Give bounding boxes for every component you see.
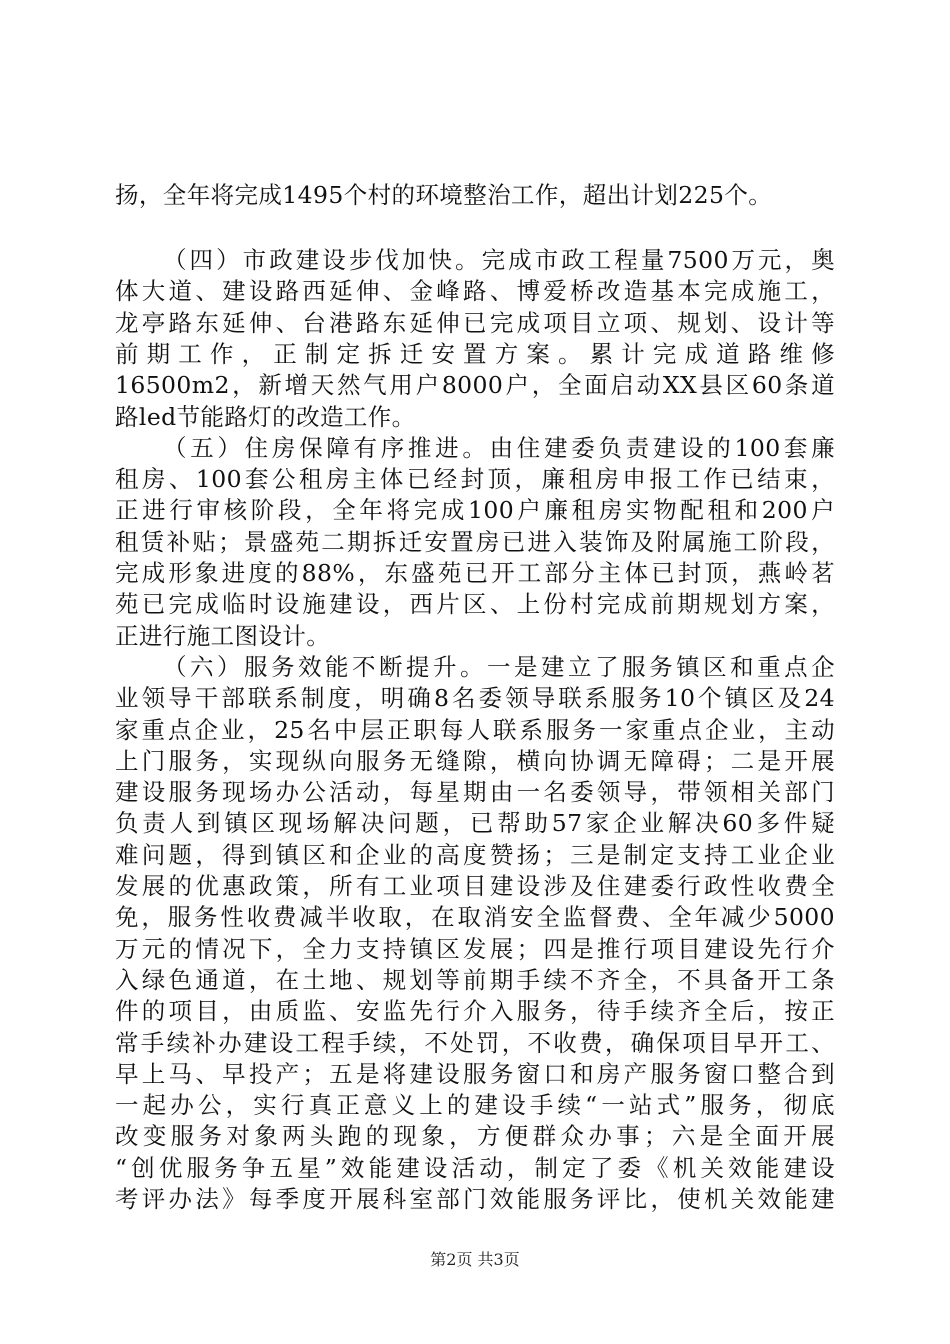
- paragraph-line: 负责人到镇区现场解决问题，已帮助57家企业解决60多件疑: [115, 809, 835, 838]
- paragraph-line: 改变服务对象两头跑的现象，方便群众办事；六是全面开展: [115, 1122, 835, 1151]
- paragraph-line: （四）市政建设步伐加快。完成市政工程量7500万元，奥: [163, 246, 835, 274]
- paragraph-line: 上门服务，实现纵向服务无缝隙，横向协调无障碍；二是开展: [115, 746, 835, 775]
- paragraph-line: 扬，全年将完成1495个村的环境整治工作，超出计划225个。: [115, 181, 773, 209]
- paragraph-line: 龙亭路东延伸、台港路东延伸已完成项目立项、规划、设计等: [115, 308, 835, 337]
- paragraph-line: 前期工作，正制定拆迁安置方案。累计完成道路维修: [115, 339, 835, 368]
- paragraph-line: 正进行施工图设计。: [115, 621, 331, 650]
- paragraph-line: 一起办公，实行真正意义上的建设手续“一站式”服务，彻底: [115, 1091, 835, 1120]
- paragraph-line: 路led节能路灯的改造工作。: [115, 402, 416, 431]
- paragraph-line: “创优服务争五星”效能建设活动，制定了委《机关效能建设: [115, 1153, 835, 1182]
- paragraph-line: 发展的优惠政策，所有工业项目建设涉及住建委行政性收费全: [115, 872, 835, 900]
- paragraph-line: 体大道、建设路西延伸、金峰路、博爱桥改造基本完成施工，: [115, 277, 835, 306]
- page-footer: 第2页 共3页: [430, 1250, 520, 1269]
- paragraph-line: 件的项目，由质监、安监先行介入服务，待手续齐全后，按正: [115, 997, 835, 1026]
- paragraph-line: 难问题，得到镇区和企业的高度赞扬；三是制定支持工业企业: [115, 840, 835, 869]
- paragraph-line: 万元的情况下，全力支持镇区发展；四是推行项目建设先行介: [115, 934, 835, 963]
- paragraph-line: 租房、100套公租房主体已经封顶，廉租房申报工作已结束，: [115, 465, 835, 494]
- paragraph-line: 早上马、早投产；五是将建设服务窗口和房产服务窗口整合到: [115, 1059, 835, 1088]
- paragraph-line: 租赁补贴；景盛苑二期拆迁安置房已进入装饰及附属施工阶段，: [115, 527, 835, 556]
- paragraph-line: 建设服务现场办公活动，每星期由一名委领导，带领相关部门: [115, 778, 835, 807]
- paragraph-line: （五）住房保障有序推进。由住建委负责建设的100套廉: [163, 433, 835, 462]
- paragraph-line: 入绿色通道，在土地、规划等前期手续不齐全，不具备开工条: [115, 965, 835, 994]
- paragraph-line: 常手续补办建设工程手续，不处罚，不收费，确保项目早开工、: [115, 1028, 835, 1057]
- paragraph-line: 16500m2，新增天然气用户8000户，全面启动XX县区60条道: [115, 371, 835, 400]
- paragraph-line: （六）服务效能不断提升。一是建立了服务镇区和重点企: [163, 652, 835, 681]
- paragraph-line: 完成形象进度的88%，东盛苑已开工部分主体已封顶，燕岭茗: [115, 559, 835, 587]
- paragraph-line: 苑已完成临时设施建设，西片区、上份村完成前期规划方案，: [115, 590, 835, 619]
- paragraph-line: 业领导干部联系制度，明确8名委领导联系服务10个镇区及24: [115, 684, 835, 713]
- paragraph-line: 免，服务性收费减半收取，在取消安全监督费、全年减少5000: [115, 903, 835, 932]
- paragraph-line: 家重点企业，25名中层正职每人联系服务一家重点企业，主动: [115, 715, 835, 744]
- paragraph-line: 正进行审核阶段，全年将完成100户廉租房实物配租和200户: [115, 496, 835, 525]
- paragraph-line: 考评办法》每季度开展科室部门效能服务评比，使机关效能建: [115, 1185, 835, 1213]
